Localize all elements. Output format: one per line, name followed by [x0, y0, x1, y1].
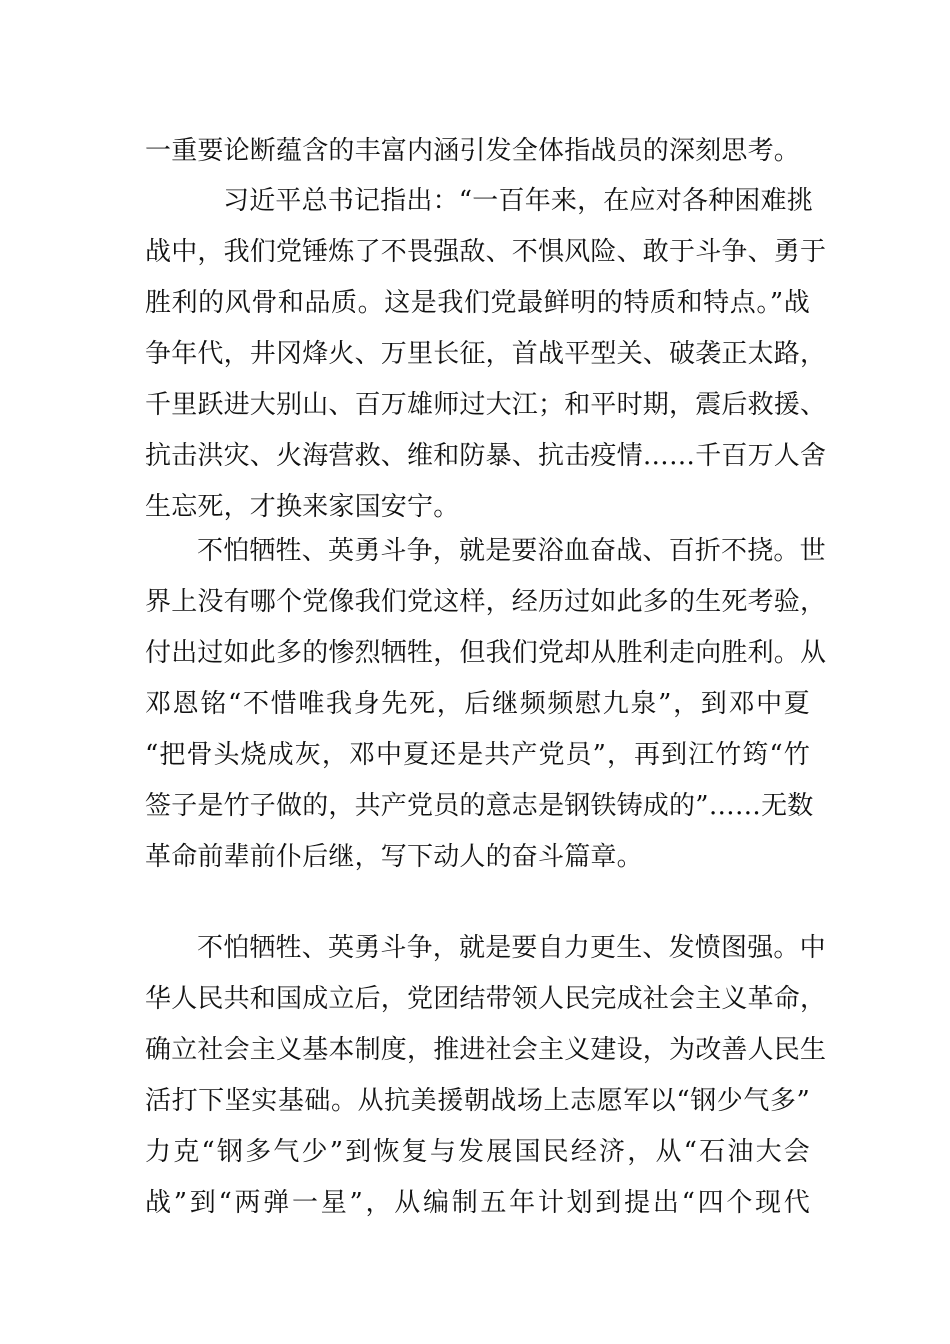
- text-line: 付出过如此多的惨烈牺牲，但我们党却从胜利走向胜利。从: [145, 638, 827, 668]
- text-line: 不怕牺牲、英勇斗争，就是要浴血奋战、百折不挠。世: [197, 536, 826, 566]
- text-line: “把骨头烧成灰，邓中夏还是共产党员”，再到江竹筠“竹: [145, 740, 810, 770]
- text-line: 争年代，井冈烽火、万里长征，首战平型关、破袭正太路，: [145, 339, 827, 369]
- text-line: 活打下坚实基础。从抗美援朝战场上志愿军以“钢少气多”: [145, 1086, 810, 1116]
- text-line: 生忘死，才换来家国安宁。: [145, 492, 460, 522]
- text-line: 战”到“两弹一星”，从编制五年计划到提出“四个现代: [145, 1188, 810, 1218]
- text-line: 不怕牺牲、英勇斗争，就是要自力更生、发愤图强。中: [197, 933, 826, 963]
- text-line: 革命前辈前仆后继，写下动人的奋斗篇章。: [145, 842, 643, 872]
- paragraph-continuation: [145, 126, 810, 177]
- text-line: 邓恩铭“不惜唯我身先死，后继频频慰九泉”，到邓中夏: [145, 689, 810, 719]
- text-line: 抗击洪灾、火海营救、维和防暴、抗击疫情……千百万人舍: [145, 441, 827, 471]
- text-line: 一重要论断蕴含的丰富内涵引发全体指战员的深刻思考。: [145, 136, 801, 166]
- text-line: 力克“钢多气少”到恢复与发展国民经济，从“石油大会: [145, 1137, 810, 1167]
- text-line: 华人民共和国成立后，党团结带领人民完成社会主义革命，: [145, 984, 827, 1014]
- text-line: 千里跃进大别山、百万雄师过大江；和平时期，震后救援、: [145, 390, 827, 420]
- text-line: 战中，我们党锤炼了不畏强敌、不惧风险、敢于斗争、勇于: [145, 237, 827, 267]
- text-line: 界上没有哪个党像我们党这样，经历过如此多的生死考验，: [145, 587, 827, 617]
- text-line: 签子是竹子做的，共产党员的意志是钢铁铸成的”……无数: [145, 791, 814, 821]
- paragraph-sacrifice: [145, 526, 827, 883]
- text-line: 确立社会主义基本制度，推进社会主义建设，为改善人民生: [145, 1035, 827, 1065]
- paragraph-self-reliance: [145, 923, 827, 1229]
- paragraph-quote-xi: [145, 176, 827, 533]
- text-line: 胜利的风骨和品质。这是我们党最鲜明的特质和特点。”战: [145, 288, 810, 318]
- text-line: 习近平总书记指出：“一百年来，在应对各种困难挑: [223, 186, 813, 216]
